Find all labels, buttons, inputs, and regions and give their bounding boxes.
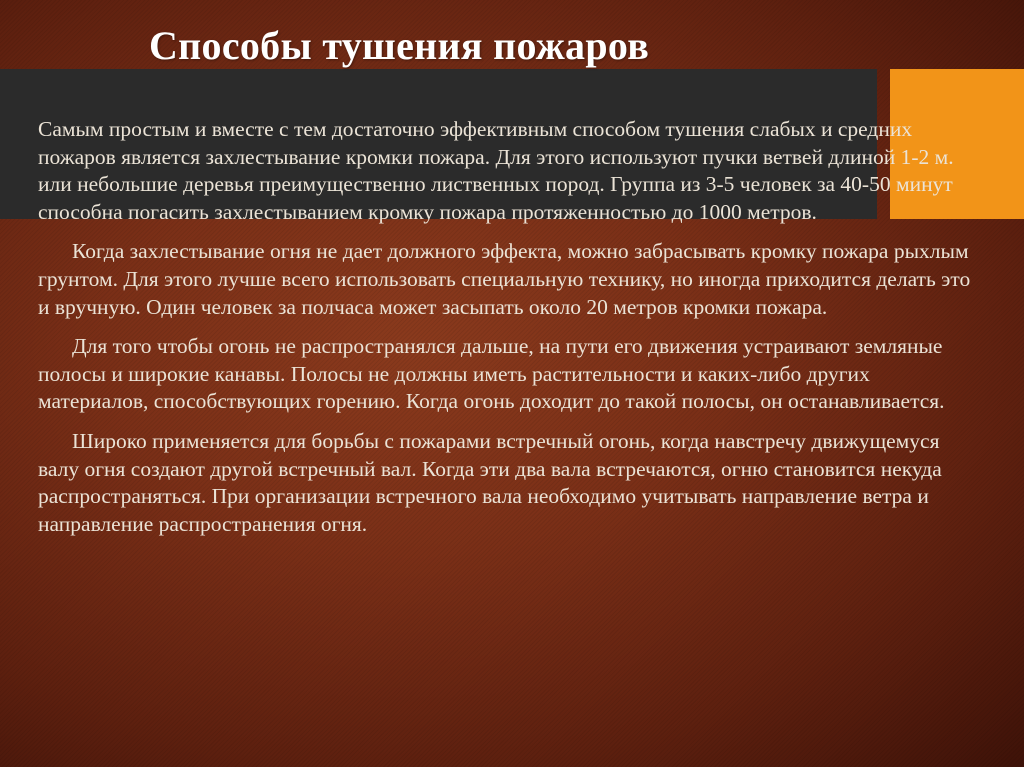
slide-body xyxy=(38,116,982,550)
paragraph-2: Когда захлестывание огня не дает должного эффекта, можно забрасывать кромку пожара рыхлым грунтом. Для этого лучше всего использовать специальную технику, но иногда приходится делать это и вручную. Один человек за полчаса может засыпать около 20 метров кромки пожара. xyxy=(38,239,971,319)
paragraph-4: Широко применяется для борьбы с пожарами встречный огонь, когда навстречу движущемуся валу огня создают другой встречный вал. Когда эти два вала встречаются, огню становится некуда распространяться. При организации встречного вала необходимо учитывать направление ветра и направление распространения огня. xyxy=(38,428,942,536)
paragraph-3: Для того чтобы огонь не распространялся дальше, на пути его движения устраивают земляные полосы и широкие канавы. Полосы не должны иметь растительности и каких-либо других материалов, способствующих горению. Когда огонь доходит до такой полосы, он останавливается. xyxy=(38,334,945,414)
slide-title: Способы тушения пожаров xyxy=(149,23,650,68)
paragraph-1: Самым простым и вместе с тем достаточно эффективным способом тушения слабых и средних пожаров является захлестывание кромки пожара. Для этого используют пучки ветвей длиной 1-2 м. или небольшие деревья преимущественно лиственных пород. Группа из 3-5 человек за 40-50 минут способна погасить захлестыванием кромку пожара протяженностью до 1000 метров. xyxy=(38,117,954,224)
